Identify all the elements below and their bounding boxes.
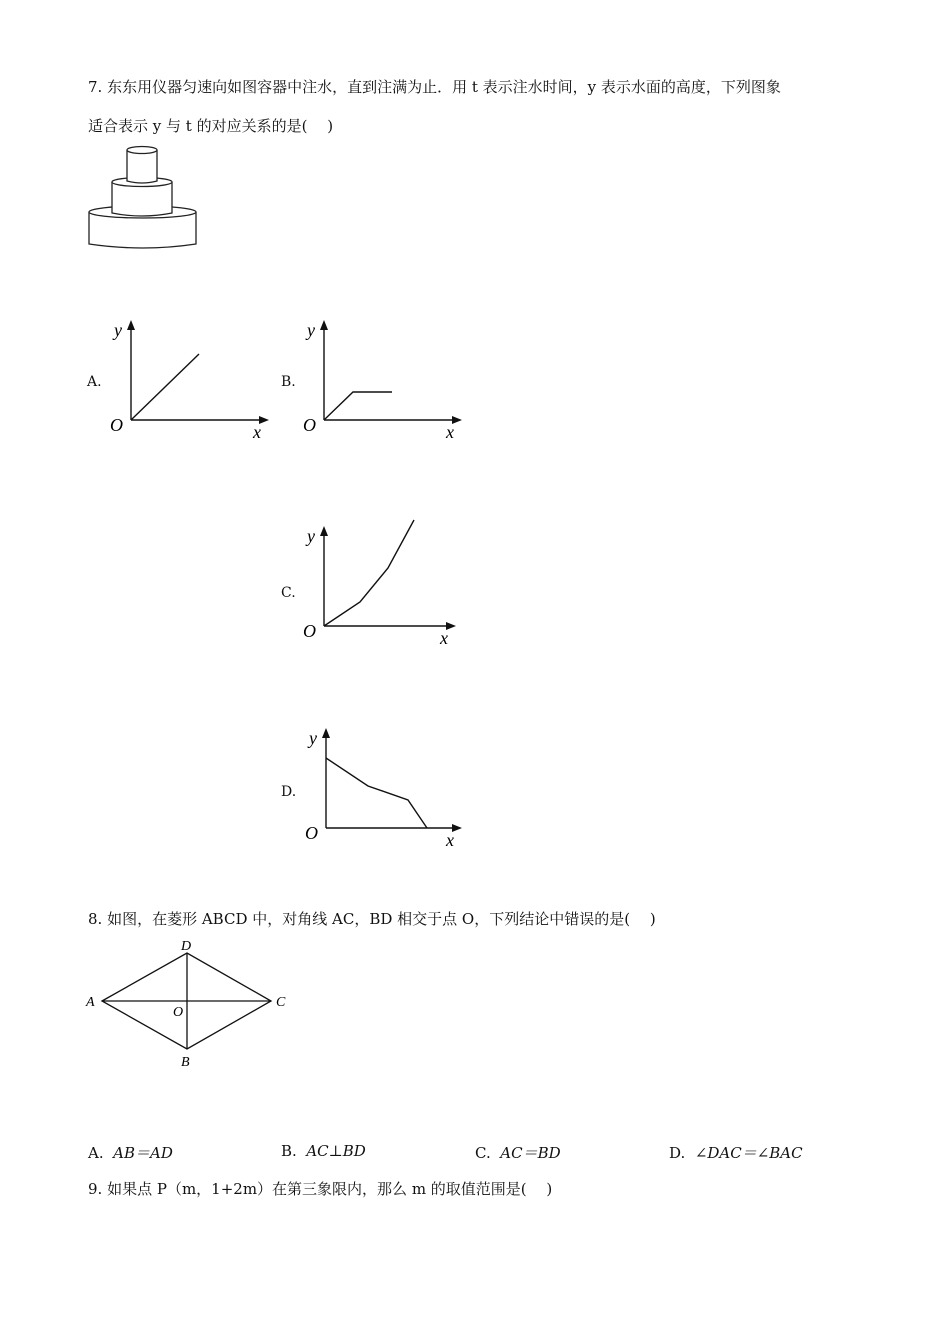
point-b-label: B [181, 1055, 190, 1070]
q8-option-b[interactable]: B. AC⊥BD [281, 1142, 366, 1160]
svg-text:y: y [307, 526, 315, 546]
svg-text:O: O [303, 621, 316, 641]
q9-stem: 9. 如果点 P（m，1+2m）在第三象限内，那么 m 的取值范围是( ) [88, 1180, 553, 1198]
point-d-label: D [181, 939, 192, 954]
q7-option-c-label[interactable]: C. [281, 585, 296, 601]
q7-graph-c[interactable] [298, 518, 468, 650]
x-axis-label: x [253, 422, 261, 442]
q7-graph-a[interactable] [105, 316, 275, 444]
point-c-label: C [276, 995, 286, 1010]
q8-option-d[interactable]: D. ∠DAC＝∠BAC [669, 1144, 803, 1162]
svg-text:x: x [440, 628, 448, 648]
svg-text:y: y [307, 320, 315, 340]
q7-stem-line1: 7. 东东用仪器匀速向如图容器中注水，直到注满为止．用 t 表示注水时间，y 表示水面的高度，下列图象 [88, 78, 781, 96]
q7-graph-b[interactable] [298, 316, 468, 444]
q7-option-b-label[interactable]: B. [281, 374, 296, 390]
q7-option-a-label[interactable]: A. [87, 374, 102, 390]
svg-text:x: x [446, 830, 454, 850]
rhombus-figure [84, 936, 294, 1070]
q7-option-d-label[interactable]: D. [281, 784, 297, 800]
svg-text:O: O [303, 415, 316, 435]
q8-stem: 8. 如图，在菱形 ABCD 中，对角线 AC，BD 相交于点 O，下列结论中错误的是( ) [88, 910, 656, 928]
svg-text:y: y [309, 728, 317, 748]
q8-option-a[interactable]: A. AB＝AD [88, 1144, 173, 1162]
svg-text:O: O [305, 823, 318, 843]
y-axis-label: y [114, 320, 122, 340]
container-figure [86, 145, 200, 251]
origin-label: O [110, 415, 123, 435]
q7-graph-d[interactable] [300, 722, 470, 852]
point-a-label: A [86, 995, 95, 1010]
cylinder-top [127, 147, 157, 184]
q8-option-c[interactable]: C. AC＝BD [475, 1144, 561, 1162]
q7-stem-line2: 适合表示 y 与 t 的对应关系的是( ) [88, 117, 334, 135]
svg-text:x: x [446, 422, 454, 442]
point-o-label: O [173, 1005, 184, 1020]
